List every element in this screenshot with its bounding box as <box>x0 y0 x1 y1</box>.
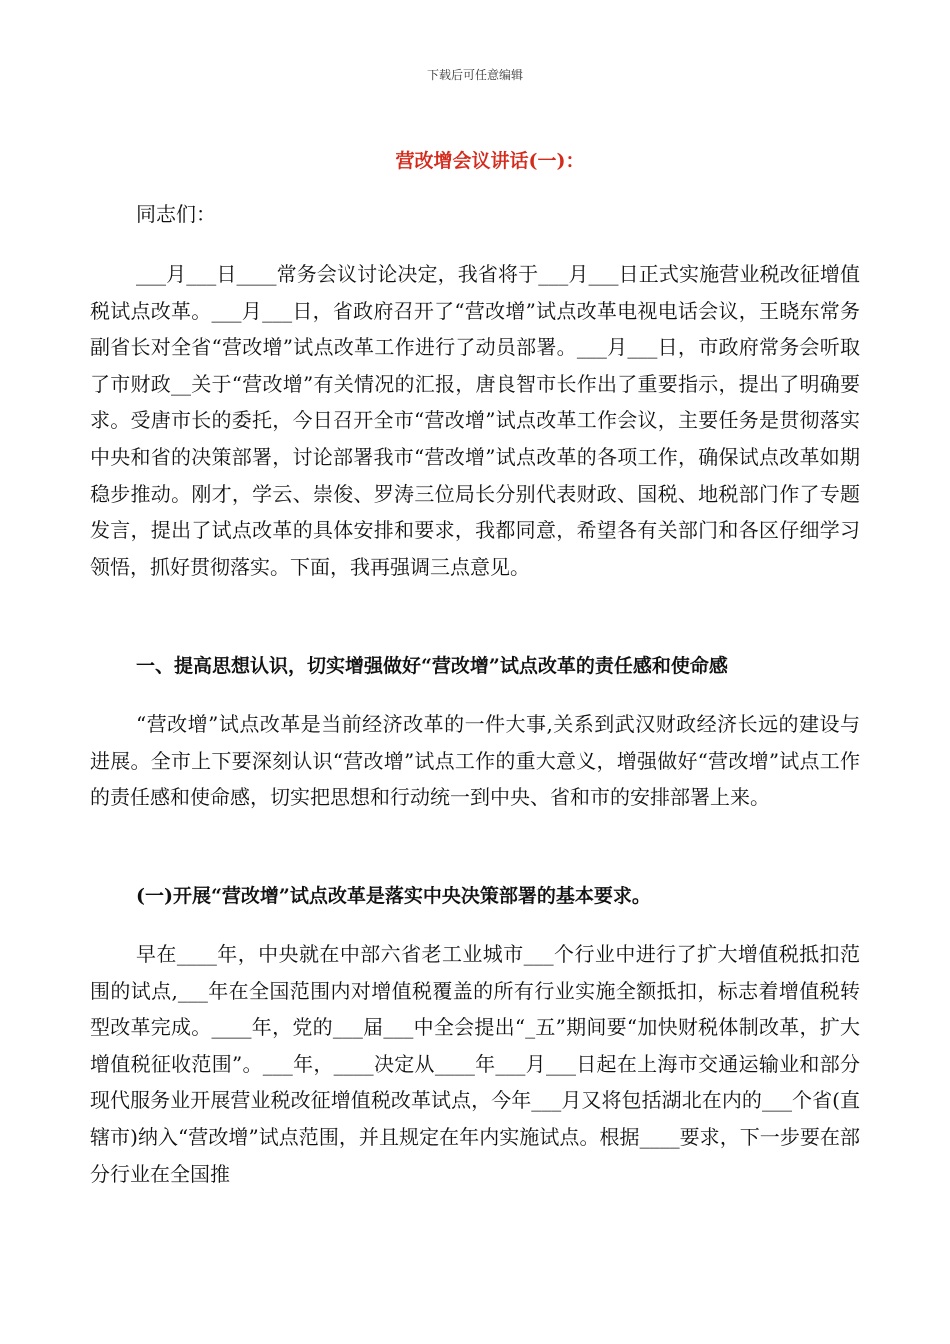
paragraph-2: “营改增”试点改革是当前经济改革的一件大事,关系到武汉财政经济长远的建设与进展。全市上下要深刻认识“营改增”试点工作的重大意义，增强做好“营改增”试点工作的责任感和使命感，切实把思想和行动统一到中央、省和市的安排部署上来。 <box>90 712 860 810</box>
paragraph-3: 早在____年，中央就在中部六省老工业城市___个行业中进行了扩大增值税抵扣范围的试点,___年在全国范围内对增值税覆盖的所有行业实施全额抵扣，标志着增值税转型改革完成。____年，党的___届___中全会提出“_五”期间要“加快财税体制改革，扩大增值税征收范围”。___年，____决定从____年___月___日起在上海市交通运输业和部分现代服务业开展营业税改征增值税改革试点，今年___月又将包括湖北在内的___个省(直辖市)纳入“营改增”试点范围，并且规定在年内实施试点。根据____要求，下一步要在部分行业在全国推 <box>90 942 860 1186</box>
paragraph-1: ___月___日____常务会议讨论决定，我省将于___月___日正式实施营业税改征增值税试点改革。___月___日，省政府召开了“营改增”试点改革电视电话会议，王晓东常务副省长对全省“营改增”试点改革工作进行了动员部署。___月___日，市政府常务会听取了市财政__关于“营改增”有关情况的汇报，唐良智市长作出了重要指示，提出了明确要求。受唐市长的委托，今日召开全市“营改增”试点改革工作会议，主要任务是贯彻落实中央和省的决策部署，讨论部署我市“营改增”试点改革的各项工作，确保试点改革如期稳步推动。刚才，学云、崇俊、罗涛三位局长分别代表财政、国税、地税部门作了专题发言，提出了试点改革的具体安排和要求，我都同意，希望各有关部门和各区仔细学习领悟，抓好贯彻落实。下面，我再强调三点意见。 <box>90 262 860 579</box>
subsection-heading-1: (一)开展“营改增”试点改革是落实中央决策部署的基本要求。 <box>136 885 651 907</box>
section-heading-1: 一、提高思想认识，切实增强做好“营改增”试点改革的责任感和使命感 <box>136 655 728 677</box>
header-note: 下载后可任意编辑 <box>426 68 523 82</box>
document-title: 营改增会议讲话(一)： <box>395 150 585 172</box>
salutation: 同志们： <box>136 202 216 226</box>
